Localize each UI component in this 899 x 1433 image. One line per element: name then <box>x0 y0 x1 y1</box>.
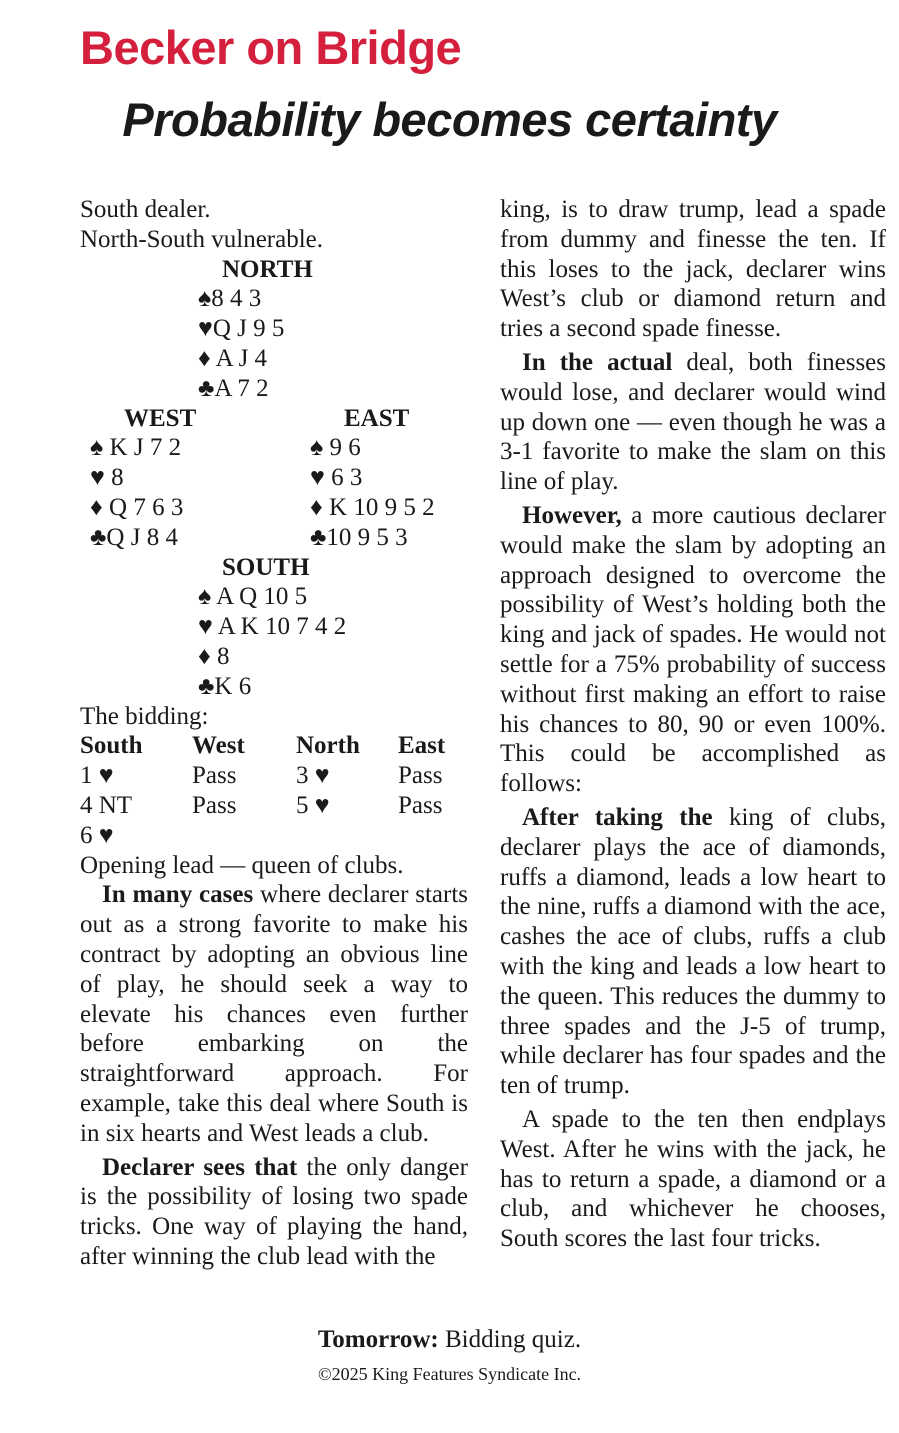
bidding-header-row <box>80 731 468 761</box>
paragraph-2: Declarer sees that the only danger is the possibility of losing two spade tricks. One way of playing the hand, after winning the club lead with the <box>80 1153 468 1270</box>
headline: Probability becomes certainty <box>122 93 777 146</box>
bid-col-north: North <box>296 732 360 760</box>
tomorrow-note: Tomorrow: Bidding quiz. <box>317 1326 582 1353</box>
diamond-icon: ♦ <box>198 344 211 372</box>
right-column <box>500 195 886 1254</box>
opening-lead: Opening lead — queen of clubs. <box>80 851 404 879</box>
diamond-icon: ♦ <box>198 642 211 670</box>
south-spades: ♠ A Q 10 5 <box>198 583 308 611</box>
heart-icon: ♥ <box>198 315 213 343</box>
east-label: EAST <box>344 404 410 432</box>
club-icon: ♣ <box>198 672 215 700</box>
spade-icon: ♠ <box>310 434 324 462</box>
east-spades: ♠ 9 6 <box>310 434 361 462</box>
paragraph-4: However, a more cautious declarer would make the slam by adopting an approach designed to overcome the possibility of West’s holding both the king and jack of spades. He would not settle for a 75% probability of success without first making an effort to raise his chances to 80, 90 or even 100%. This could be accomplished as follows: <box>500 501 886 798</box>
bidding-heading: The bidding: <box>80 702 209 730</box>
north-spades: ♠8 4 3 <box>198 285 262 313</box>
paragraph-3: In the actual deal, both finesses would lose, and declarer would wind up down one — even though he was a 3-1 favorite to make the slam on this line of play. <box>500 348 886 496</box>
diamond-icon: ♦ <box>90 493 103 521</box>
bidding-row: 1 ♥ Pass 3 ♥ Pass <box>80 762 443 790</box>
dealer-line: South dealer. <box>80 196 211 223</box>
west-clubs: ♣Q J 8 4 <box>90 523 178 551</box>
spade-icon: ♠ <box>198 285 212 313</box>
south-diamonds: ♦ 8 <box>198 642 230 670</box>
east-clubs: ♣10 9 5 3 <box>310 523 408 551</box>
club-icon: ♣ <box>310 523 327 551</box>
west-east-clubs <box>80 523 468 553</box>
copyright: ©2025 King Features Syndicate Inc. <box>317 1364 582 1384</box>
paragraph-2-continued: king, is to draw trump, lead a spade from dummy and finesse the ten. If this loses to the jack, declarer wins West’s club or diamond return and tries a second spade finesse. <box>500 196 886 343</box>
west-spades: ♠ K J 7 2 <box>90 434 182 462</box>
bid-col-south: South <box>80 732 143 760</box>
south-label: SOUTH <box>222 553 310 581</box>
heart-icon: ♥ <box>90 464 105 492</box>
paragraph-5: After taking the king of clubs, declarer plays the ace of diamonds, ruffs a diamond, leads a low heart to the nine, ruffs a diamond with the ace, cashes the ace of clubs, ruffs a club with the king and leads a low heart to the queen. This reduces the dummy to three spades and the J-5 of trump, while declarer has four spades and the ten of trump. <box>500 803 886 1100</box>
west-east-spades <box>80 433 468 463</box>
vulnerability-line: North-South vulnerable. <box>80 225 324 253</box>
bidding-row: 6 ♥ <box>80 821 114 849</box>
west-east-labels <box>80 404 468 434</box>
club-icon: ♣ <box>90 523 107 551</box>
south-clubs: ♣K 6 <box>198 672 252 700</box>
west-label: WEST <box>124 404 197 432</box>
west-east-hearts <box>80 463 468 493</box>
club-icon: ♣ <box>198 374 215 402</box>
north-clubs: ♣A 7 2 <box>198 374 269 402</box>
column-title: Becker on Bridge <box>80 21 462 74</box>
heart-icon: ♥ <box>310 464 325 492</box>
paragraph-6: A spade to the ten then endplays West. After he wins with the jack, he has to return a spade, a diamond or a club, and whichever he chooses, South scores the last four tricks. <box>500 1105 886 1253</box>
west-east-diamonds <box>80 493 468 523</box>
north-hearts: ♥Q J 9 5 <box>198 315 285 343</box>
heart-icon: ♥ <box>198 613 213 641</box>
bidding-row: 4 NT Pass 5 ♥ Pass <box>80 791 443 819</box>
north-diamonds: ♦ A J 4 <box>198 344 268 372</box>
diamond-icon: ♦ <box>310 493 323 521</box>
bid-col-east: East <box>398 732 446 760</box>
paragraph-1: In many cases where declarer starts out as a strong favorite to make his contract by adopting an obvious line of play, he should seek a way to elevate his chances even further before embarking on the straightforward approach. For example, take this deal where South is in six hearts and West leads a club. <box>80 881 469 1147</box>
east-diamonds: ♦ K 10 9 5 2 <box>310 493 435 521</box>
left-column <box>80 195 468 1272</box>
north-label: NORTH <box>222 255 313 283</box>
spade-icon: ♠ <box>90 434 104 462</box>
south-hearts: ♥ A K 10 7 4 2 <box>198 613 347 641</box>
east-hearts: ♥ 6 3 <box>310 464 363 492</box>
bid-col-west: West <box>192 732 245 760</box>
spade-icon: ♠ <box>198 583 212 611</box>
west-hearts: ♥ 8 <box>90 464 124 492</box>
west-diamonds: ♦ Q 7 6 3 <box>90 493 184 521</box>
